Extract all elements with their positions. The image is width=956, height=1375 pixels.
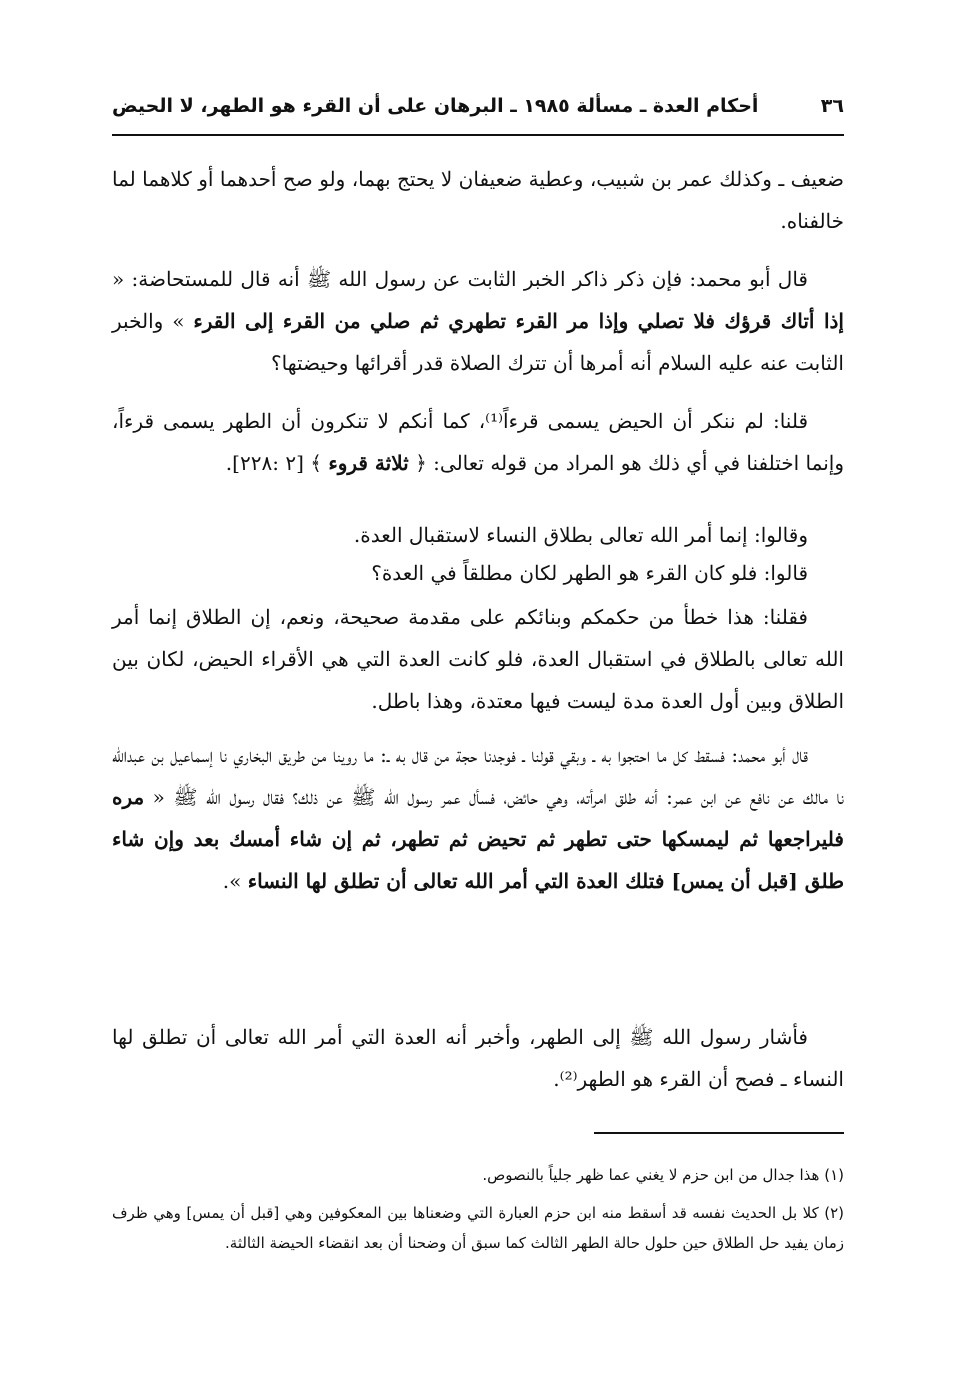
hadith-quote-1: إذا أتاك قرؤك فلا تصلي وإذا مر القرء تطهري ثم صلي من القرء إلى القرء — [193, 309, 844, 333]
paragraph-5-text: قالوا: فلو كان القرء هو الطهر لكان مطلقاً في العدة؟ — [371, 561, 808, 585]
paragraph-6-text: فقلنا: هذا خطأ من حكمكم وبنائكم على مقدمة صحيحة، ونعم، إن الطلاق إنما أمر الله تعالى بالطلاق في استقبال العدة، فلو كانت العدة التي هي الأقراء الحيض، لكان بين الطلاق وبين أول العدة مدة ليست فيها معتدة، وهذا باطل. — [112, 605, 844, 713]
paragraph-6 — [112, 596, 844, 722]
paragraph-2 — [112, 258, 844, 384]
footnote-1-text: (١) هذا جدال من ابن حزم لا يغني عما ظهر جلياً بالنصوص. — [482, 1166, 844, 1184]
paragraph-3 — [112, 400, 844, 484]
hadith-quote-2: مره فليراجعها ثم ليمسكها حتى تطهر ثم تحيض ثم تطهر، ثم إن شاء أمسك بعد وإن شاء طلق [قبل أن يمس] فتلك العدة التي أمر الله تعالى أن تطلق لها النساء — [112, 785, 844, 893]
paragraph-8 — [112, 1016, 844, 1100]
quran-quote: ثلاثة قروء — [328, 451, 409, 475]
header-divider — [112, 134, 844, 136]
paragraph-3-intro: قلنا: لم ننكر أن الحيض يسمى قرءاً⁽¹⁾، كما أنكم لا تنكرون أن الطهر يسمى قرءاً، وإنما اختلفنا في أي ذلك هو المراد من قوله تعالى: ﴿ — [112, 409, 844, 475]
page-number: ٣٦ — [820, 95, 844, 117]
running-title: أحكام العدة ـ مسألة ١٩٨٥ ـ البرهان على أن القرء هو الطهر، لا الحيض — [112, 95, 759, 117]
footnote-2-text: (٢) كلا بل الحديث نفسه قد أسقط منه ابن حزم العبارة التي وضعناها بين المعكوفين وهي [قبل أن يمس] وهي ظرف زمان يفيد حل الطلاق حين حلول حالة الطهر الثالث كما سبق أن وضحنا أن بعد انقضاء الحيضة الثالثة. — [112, 1204, 844, 1252]
paragraph-4 — [112, 514, 844, 556]
paragraph-2-intro: قال أبو محمد: فإن ذكر ذاكر الخبر الثابت عن رسول الله ﷺ أنه قال للمستحاضة: « — [112, 267, 808, 291]
footnote-divider — [594, 1132, 844, 1134]
footnote-2 — [112, 1198, 844, 1258]
paragraph-2-end: » والخبر الثابت عنه عليه السلام أنه أمرها أن تترك الصلاة قدر أقرائها وحيضتها؟ — [112, 309, 844, 375]
page-header — [112, 86, 844, 126]
paragraph-5 — [112, 552, 844, 594]
paragraph-4-text: وقالوا: إنما أمر الله تعالى بطلاق النساء لاستقبال العدة. — [353, 523, 808, 547]
paragraph-7-intro: قال أبو محمد: فسقط كل ما احتجوا به ـ وبقي قولنا ـ فوجدنا حجة من قال به ـ: ما روينا من طريق البخاري نا إسماعيل بن عبدالله نا مالك عن نافع عن ابن عمر: أنه طلق امرأته، وهي حائض، فسأل عمر رسول الله ﷺ عن ذلك؟ فقال رسول الله ﷺ « — [112, 743, 844, 809]
paragraph-8-text: فأشار رسول الله ﷺ إلى الطهر، وأخبر أنه العدة التي أمر الله تعالى أن تطلق لها النساء ـ فصح أن القرء هو الطهر⁽²⁾. — [112, 1025, 844, 1091]
paragraph-1 — [112, 158, 844, 242]
paragraph-3-end: ﴾ [٢ :٢٢٨]. — [225, 451, 322, 475]
paragraph-7 — [112, 734, 844, 902]
paragraph-7-end: ». — [222, 869, 242, 893]
footnote-1 — [112, 1160, 844, 1190]
paragraph-1-text: ضعيف ـ وكذلك عمر بن شبيب، وعطية ضعيفان لا يحتج بهما، ولو صح أحدهما أو كلاهما لما خالفناه. — [112, 167, 844, 233]
